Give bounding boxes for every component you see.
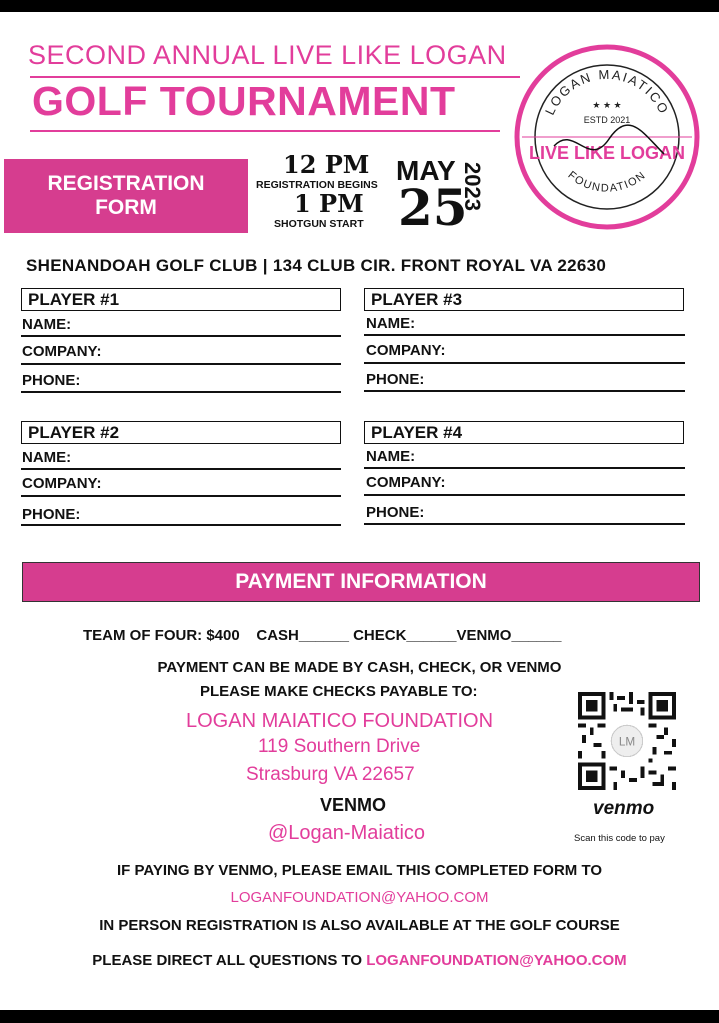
- start-time: 1 PM: [294, 189, 364, 218]
- registration-time-caption: REGISTRATION BEGINS: [256, 179, 378, 191]
- player-4-phone-field[interactable]: [364, 523, 685, 525]
- payee-street: 119 Southern Drive: [258, 736, 421, 757]
- questions-prefix: PLEASE DIRECT ALL QUESTIONS TO: [92, 952, 367, 969]
- player-4-phone-label: PHONE:: [366, 504, 425, 521]
- player-2-phone-label: PHONE:: [22, 506, 81, 523]
- start-time-caption: SHOTGUN START: [274, 218, 364, 230]
- event-subtitle: SECOND ANNUAL LIVE LIKE LOGAN: [28, 40, 507, 70]
- event-title: GOLF TOURNAMENT: [32, 78, 456, 124]
- player-2-name-label: NAME:: [22, 449, 72, 466]
- player-4-name-label: NAME:: [366, 448, 416, 465]
- date-year: 2023: [460, 162, 485, 211]
- payee-organization: LOGAN MAIATICO FOUNDATION: [186, 710, 494, 732]
- seal-estd: ESTD 2021: [583, 115, 631, 125]
- player-4-company-label: COMPANY:: [366, 474, 446, 491]
- player-4-company-field[interactable]: [364, 494, 685, 496]
- player-3-company-field[interactable]: [364, 362, 685, 364]
- questions-email[interactable]: LOGANFOUNDATION@YAHOO.COM: [366, 952, 627, 969]
- scan-to-pay-caption: Scan this code to pay: [574, 833, 665, 844]
- venmo-logo: venmo: [593, 798, 655, 819]
- registration-form-banner: [4, 159, 248, 233]
- player-1-phone-field[interactable]: [21, 391, 341, 393]
- email-instruction: IF PAYING BY VENMO, PLEASE EMAIL THIS COMPLETED FORM TO: [116, 862, 603, 879]
- registration-label-line1: REGISTRATION: [47, 172, 205, 195]
- registration-time: 12 PM: [283, 150, 370, 179]
- player-3-phone-field[interactable]: [364, 390, 685, 392]
- player-2-company-field[interactable]: [21, 495, 341, 497]
- player-2-header: PLAYER #2: [21, 421, 341, 444]
- player-1-header: PLAYER #1: [21, 288, 341, 311]
- player-3-name-label: NAME:: [366, 315, 416, 332]
- player-1-phone-label: PHONE:: [22, 372, 81, 389]
- player-2-phone-field[interactable]: [21, 524, 341, 526]
- player-2-name-field[interactable]: [21, 468, 341, 470]
- player-1-name-field[interactable]: [21, 335, 341, 337]
- player-1-name-label: NAME:: [22, 316, 72, 333]
- seal-bottom-text: FOUNDATION: [565, 169, 649, 195]
- foundation-seal-logo: [514, 44, 700, 230]
- questions-line: [0, 952, 719, 969]
- venmo-handle: @Logan-Maiatico: [268, 822, 426, 844]
- player-4-name-field[interactable]: [364, 467, 685, 469]
- date-month: MAY: [396, 155, 456, 186]
- player-2-company-label: COMPANY:: [22, 475, 102, 492]
- player-4-header: PLAYER #4: [364, 421, 684, 444]
- seal-top-text: LOGAN MAIATICO: [541, 66, 673, 118]
- player-1-company-field[interactable]: [21, 363, 341, 365]
- fee-line: TEAM OF FOUR: $400 CASH______ CHECK______VENMO______: [83, 627, 562, 644]
- payment-information-banner: PAYMENT INFORMATION: [22, 562, 700, 602]
- player-3-header: PLAYER #3: [364, 288, 684, 311]
- checks-payable-text: PLEASE MAKE CHECKS PAYABLE TO:: [200, 683, 478, 700]
- title-rule-bottom: [30, 130, 500, 132]
- registration-label-line2: FORM: [95, 196, 157, 219]
- venue-address: SHENANDOAH GOLF CLUB | 134 CLUB CIR. FRONT ROYAL VA 22630: [26, 256, 607, 275]
- player-1-company-label: COMPANY:: [22, 343, 102, 360]
- player-3-name-field[interactable]: [364, 334, 685, 336]
- player-3-company-label: COMPANY:: [366, 342, 446, 359]
- date-day: 25: [398, 178, 468, 237]
- venmo-qr-code[interactable]: [578, 692, 676, 790]
- player-3-phone-label: PHONE:: [366, 371, 425, 388]
- seal-stars: ★ ★ ★: [592, 100, 622, 110]
- foundation-email[interactable]: LOGANFOUNDATION@YAHOO.COM: [230, 889, 489, 906]
- in-person-registration-note: IN PERSON REGISTRATION IS ALSO AVAILABLE AT THE GOLF COURSE: [99, 917, 620, 934]
- payee-city: Strasburg VA 22657: [246, 764, 415, 785]
- qr-center-mark: LM: [618, 735, 636, 749]
- payment-methods-text: PAYMENT CAN BE MADE BY CASH, CHECK, OR VENMO: [157, 659, 562, 676]
- registration-form-page: [0, 12, 719, 1010]
- venmo-label: VENMO: [320, 795, 387, 815]
- seal-center-text: LIVE LIKE LOGAN: [528, 143, 686, 163]
